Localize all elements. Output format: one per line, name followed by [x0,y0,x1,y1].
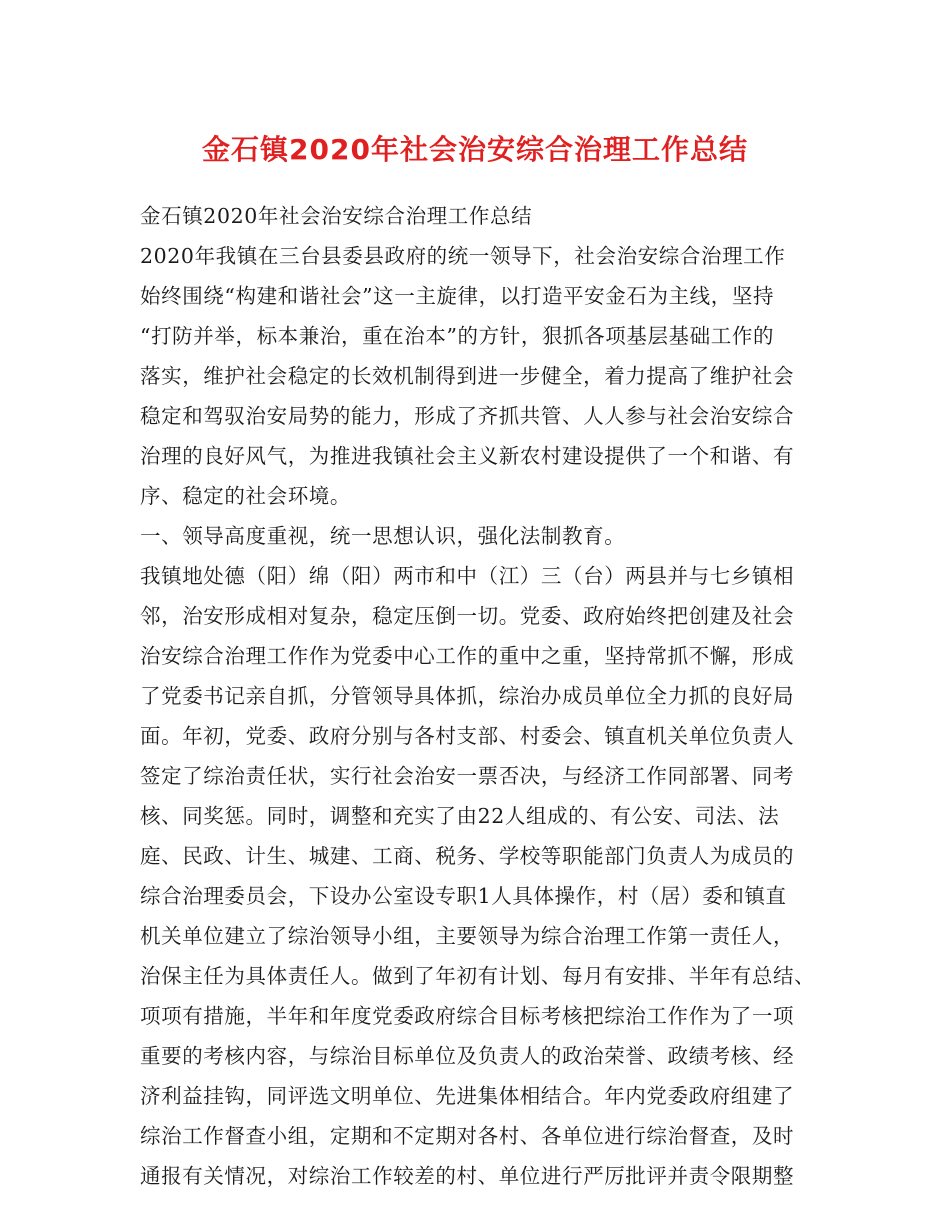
body-line: 核、同奖惩。同时，调整和充实了由22人组成的、有公安、司法、法 [140,804,780,828]
body-line: 稳定和驾驭治安局势的能力，形成了齐抓共管、人人参与社会治安综合 [140,404,795,428]
body-line: 始终围绕“构建和谐社会”这一主旋律，以打造平安金石为主线，坚持 [140,284,775,308]
body-line: 治安综合治理工作作为党委中心工作的重中之重，坚持常抓不懈，形成 [140,644,795,668]
body-line: 邻，治安形成相对复杂，稳定压倒一切。党委、政府始终把创建及社会 [140,604,795,628]
body-line: 综治工作督查小组，定期和不定期对各村、各单位进行综治督查，及时 [140,1124,795,1148]
body-line: 项项有措施，半年和年度党委政府综合目标考核把综治工作作为了一项 [140,1004,795,1028]
body-line: 我镇地处德（阳）绵（阳）两市和中（江）三（台）两县并与七乡镇相 [140,564,795,588]
body-line: 重要的考核内容，与综治目标单位及负责人的政治荣誉、政绩考核、经 [140,1044,795,1068]
body-line: 治理的良好风气，为推进我镇社会主义新农村建设提供了一个和谐、有 [140,444,795,468]
section-heading: 一、领导高度重视，统一思想认识，强化法制教育。 [140,524,626,548]
body-line: 签定了综治责任状，实行社会治安一票否决，与经济工作同部署、同考 [140,764,795,788]
body-line: 面。年初，党委、政府分别与各村支部、村委会、镇直机关单位负责人 [140,724,795,748]
body-line: 济利益挂钩，同评选文明单位、先进集体相结合。年内党委政府组建了 [140,1084,795,1108]
document-title: 金石镇2020年社会治安综合治理工作总结 [202,133,748,166]
body-line: 通报有关情况，对综治工作较差的村、单位进行严厉批评并责令限期整 [140,1164,795,1188]
body-line: 治保主任为具体责任人。做到了年初有计划、每月有安排、半年有总结、 [140,964,816,988]
body-line: 了党委书记亲自抓，分管领导具体抓，综治办成员单位全力抓的良好局 [140,684,795,708]
body-line: 机关单位建立了综治领导小组，主要领导为综合治理工作第一责任人， [140,924,795,948]
body-line: 序、稳定的社会环境。 [140,484,351,508]
body-line: 落实，维护社会稳定的长效机制得到进一步健全，着力提高了维护社会 [140,364,795,388]
body-line: 金石镇2020年社会治安综合治理工作总结 [140,204,533,228]
document-body [140,196,840,1196]
body-line: 2020年我镇在三台县委县政府的统一领导下，社会治安综合治理工作 [140,244,786,268]
body-line: 庭、民政、计生、城建、工商、税务、学校等职能部门负责人为成员的 [140,844,795,868]
body-line: “打防并举，标本兼治，重在治本”的方针，狠抓各项基层基础工作的 [140,324,775,348]
body-line: 综合治理委员会，下设办公室设专职1人具体操作，村（居）委和镇直 [140,884,787,908]
